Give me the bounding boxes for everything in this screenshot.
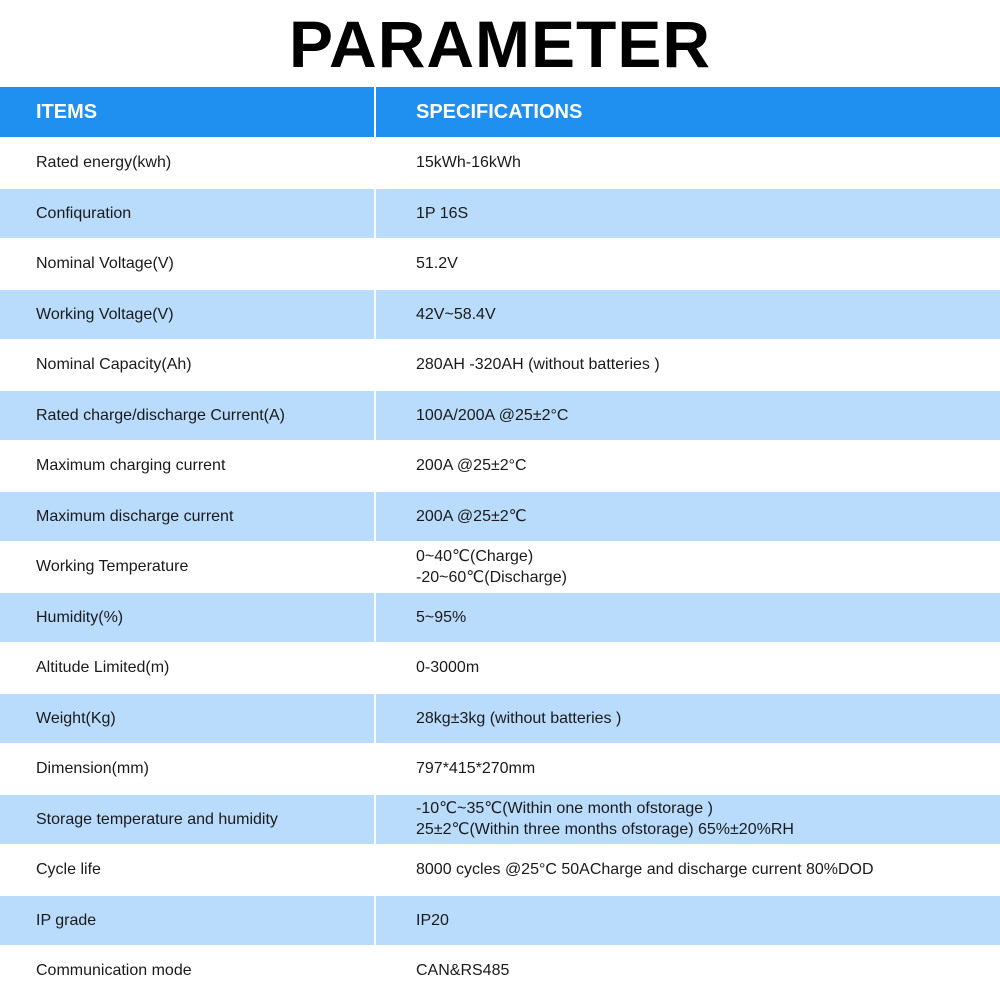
item-cell: Nominal Voltage(V) [36, 255, 174, 273]
spec-line: -20~60℃(Discharge) [416, 568, 567, 586]
spec-line: 51.2V [416, 255, 458, 273]
item-cell: Rated charge/discharge Current(A) [36, 406, 286, 424]
table-row [0, 693, 1000, 744]
parameter-table [0, 87, 1000, 996]
spec-cell [374, 593, 1000, 643]
spec-line: 280AH -320AH (without batteries ) [416, 356, 660, 374]
spec-line: 5~95% [416, 608, 467, 626]
spec-line: 25±2℃(Within three months ofstorage) 65%±20%RH [416, 821, 794, 839]
item-cell: Maximum charging current [36, 457, 226, 475]
spec-cell [374, 643, 1000, 693]
spec-cell [374, 441, 1000, 491]
spec-cell [374, 896, 1000, 946]
spec-line: 797*415*270mm [416, 760, 536, 778]
table-row [0, 743, 1000, 794]
table-row [0, 238, 1000, 289]
spec-line: -10℃~35℃(Within one month ofstorage ) [416, 800, 713, 818]
spec-cell [374, 795, 1000, 845]
table-row [0, 491, 1000, 542]
item-cell: Dimension(mm) [36, 760, 149, 778]
page-title: PARAMETER [288, 6, 712, 81]
spec-cell [374, 744, 1000, 794]
table-row [0, 895, 1000, 946]
table-row [0, 289, 1000, 340]
item-cell: Weight(Kg) [36, 709, 116, 727]
item-cell: Communication mode [36, 962, 192, 980]
table-row [0, 188, 1000, 239]
spec-cell [374, 340, 1000, 390]
spec-line: 42V~58.4V [416, 305, 496, 323]
item-cell: Humidity(%) [36, 608, 124, 626]
table-row [0, 592, 1000, 643]
table-row [0, 844, 1000, 895]
table-body [0, 137, 1000, 996]
spec-line: 28kg±3kg (without batteries ) [416, 709, 622, 727]
spec-line: 0~40℃(Charge) [416, 547, 534, 565]
item-cell: IP grade [36, 911, 97, 929]
spec-cell [374, 492, 1000, 542]
spec-line: 0-3000m [416, 659, 480, 677]
table-row [0, 945, 1000, 996]
spec-cell [374, 845, 1000, 895]
item-cell: Working Voltage(V) [36, 305, 174, 323]
item-cell: Maximum discharge current [36, 507, 234, 525]
header-specifications: SPECIFICATIONS [374, 87, 1000, 137]
spec-cell [374, 542, 1000, 592]
item-cell: Storage temperature and humidity [36, 810, 278, 828]
spec-line: 1P 16S [416, 204, 469, 222]
table-row [0, 541, 1000, 592]
spec-line: 8000 cycles @25°C 50ACharge and discharge current 80%DOD [416, 861, 874, 879]
table-row [0, 794, 1000, 845]
item-cell: Rated energy(kwh) [36, 153, 172, 171]
spec-cell [374, 137, 1000, 188]
spec-cell [374, 290, 1000, 340]
item-cell: Confiquration [36, 204, 132, 222]
table-header [0, 87, 1000, 137]
spec-cell [374, 694, 1000, 744]
spec-cell [374, 391, 1000, 441]
spec-line: CAN&RS485 [416, 962, 510, 980]
spec-cell [374, 189, 1000, 239]
item-cell: Cycle life [36, 861, 101, 879]
item-cell: Altitude Limited(m) [36, 659, 170, 677]
spec-line: 100A/200A @25±2°C [416, 406, 569, 424]
spec-cell [374, 239, 1000, 289]
spec-line: 200A @25±2℃ [416, 507, 527, 525]
table-row [0, 137, 1000, 188]
spec-line: IP20 [416, 911, 449, 929]
item-cell: Nominal Capacity(Ah) [36, 356, 192, 374]
spec-cell [374, 946, 1000, 996]
table-row [0, 642, 1000, 693]
header-items: ITEMS [36, 100, 98, 123]
table-row [0, 339, 1000, 390]
spec-line: 15kWh-16kWh [416, 153, 521, 171]
item-cell: Working Temperature [36, 558, 189, 576]
table-row [0, 390, 1000, 441]
spec-line: 200A @25±2°C [416, 457, 527, 475]
table-row [0, 440, 1000, 491]
